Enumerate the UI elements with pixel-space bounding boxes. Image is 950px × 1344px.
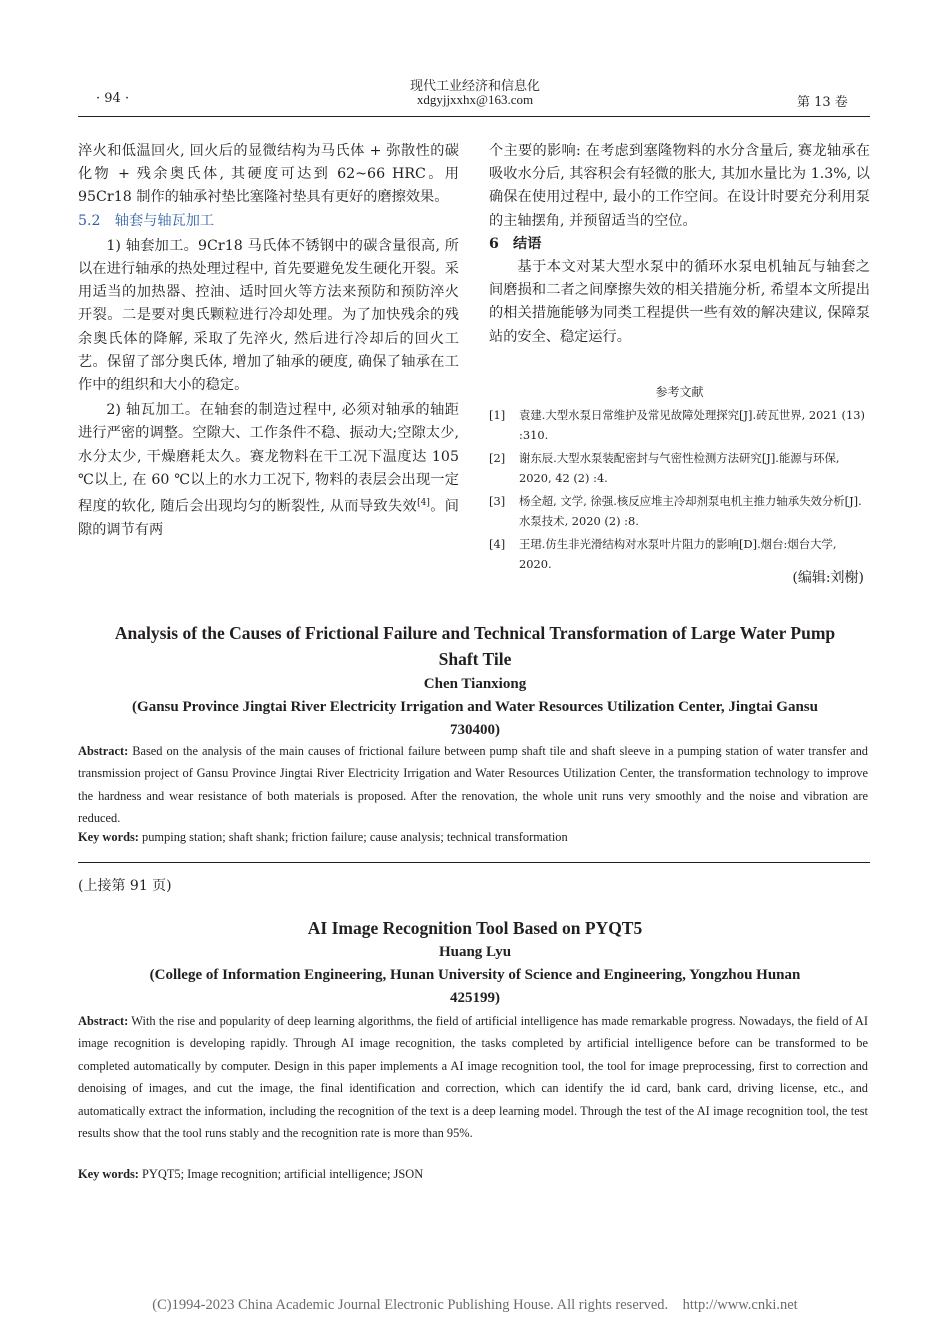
article1-title-line2: Shaft Tile — [438, 649, 512, 669]
article2-title: AI Image Recognition Tool Based on PYQT5 — [307, 918, 643, 938]
reference-number: [2] — [489, 451, 506, 465]
article1-affiliation-line1: (Gansu Province Jingtai River Electricity Irrigation and Water Resources Utilization Center, Jingtai Gansu — [132, 699, 818, 715]
journal-email: xdgyjjxxhx@163.com — [416, 92, 534, 107]
para-2-main: 2) 轴瓦加工。在轴套的制造过程中, 必须对轴承的轴距进行严密的调整。空隙大、工作条件不稳、振动大;空隙太少, 水分太少, 干燥磨耗太久。赛龙物料在干工况下温度达 105 ℃以上, 在 60 ℃以上的水力工况下, 物料的表层会出现一定程度的软化, 随后会出现均匀的断裂性, 从而导致失效 — [78, 402, 459, 515]
reference-text: 袁建.大型水泵日常维护及常见故障处理探究[J].砖瓦世界, 2021 (13) :310. — [519, 408, 865, 442]
continued-note: (上接第 91 页) — [78, 878, 172, 894]
reference-text: 王珺.仿生非光滑结构对水泵叶片阻力的影响[D].烟台:烟台大学, 2020. — [519, 537, 837, 571]
section-divider — [78, 862, 870, 863]
abstract-label: Abstract: — [78, 744, 129, 758]
editor-note: (编辑:刘榭) — [792, 570, 864, 586]
article2-affiliation-line1: (College of Information Engineering, Hunan University of Science and Engineering, Yongzhou Hunan — [149, 967, 801, 983]
section-6-heading: 6 结语 — [489, 235, 542, 252]
references-title: 参考文献 — [655, 385, 704, 399]
reference-number: [1] — [489, 408, 506, 422]
copyright-text: (C)1994-2023 China Academic Journal Electronic Publishing House. All rights reserved. — [152, 1297, 669, 1313]
article1-title-line1: Analysis of the Causes of Frictional Failure and Technical Transformation of Large Water Pump — [114, 623, 836, 643]
reference-item — [489, 448, 870, 488]
article2-keywords — [78, 1163, 868, 1185]
volume-label: 第 13 卷 — [797, 95, 848, 110]
keywords-text: PYQT5; Image recognition; artificial intelligence; JSON — [142, 1167, 424, 1181]
para-shaft-tile-processing — [78, 399, 459, 542]
article2-author: Huang Lyu — [438, 944, 512, 960]
keywords-label: Key words: — [78, 1167, 139, 1181]
article1-author: Chen Tianxiong — [423, 676, 527, 692]
reference-list — [489, 405, 870, 577]
article1-keywords — [78, 826, 868, 848]
para-intro: 淬火和低温回火, 回火后的显微结构为马氏体 + 弥散性的碳化物 + 残余奥氏体, 其硬度可达到 62~66 HRC。用95Cr18 制作的轴承衬垫比塞隆衬垫具有更好的磨擦效果。 — [78, 143, 459, 206]
reference-number: [4] — [489, 537, 506, 551]
article2-abstract — [78, 1010, 868, 1144]
reference-text: 杨全超, 文学, 徐强.核反应堆主冷却剂泵电机主推力轴承失效分析[J].水泵技术, 2020 (2) :8. — [519, 494, 862, 528]
cnki-url[interactable]: http://www.cnki.net — [682, 1297, 798, 1313]
reference-text: 谢东辰.大型水泵装配密封与气密性检测方法研究[J].能源与环保, 2020, 42 (2) :4. — [519, 451, 840, 485]
right-column — [489, 140, 870, 349]
para-conclusion: 基于本文对某大型水泵中的循环水泵电机轴瓦与轴套之间磨损和二者之间摩擦失效的相关措施分析, 希望本文所提出的相关措施能够为同类工程提供一些有效的解决建议, 保障泵站的安全、稳定运行。 — [489, 259, 870, 345]
left-column — [78, 140, 459, 542]
reference-number: [3] — [489, 494, 506, 508]
keywords-text: pumping station; shaft shank; friction failure; cause analysis; technical transformation — [142, 830, 568, 844]
page-number: · 94 · — [96, 91, 130, 106]
para-2-tail: 。间隙的调节有两 — [78, 498, 459, 538]
cnki-footer — [0, 1297, 950, 1314]
para-bushing-processing: 1) 轴套加工。9Cr18 马氏体不锈钢中的碳含量很高, 所以在进行轴承的热处理过程中, 首先要避免发生硬化开裂。采用适当的加热器、控油、适时回火等方法来预防和预防淬火开裂。二是要对奥氏颗粒进行冷却处理。为了加快残余的残余奥氏体的降解, 采取了先淬火, 然后进行冷却后的回火工艺。保留了部分奥氏体, 增加了轴承的硬度, 确保了轴承在工作中的组织和大小的稳定。 — [78, 237, 459, 394]
abstract-label: Abstract: — [78, 1014, 129, 1028]
header-rule — [78, 116, 870, 117]
section-5-2-heading: 5.2 轴套与轴瓦加工 — [78, 212, 215, 229]
reference-item — [489, 491, 870, 531]
article1-affiliation-line2: 730400) — [450, 722, 500, 738]
citation-4: [4] — [417, 498, 430, 509]
journal-name: 现代工业经济和信息化 — [409, 79, 540, 94]
article1-abstract — [78, 740, 868, 830]
para-continued: 个主要的影响: 在考虑到塞隆物料的水分含量后, 赛龙轴承在吸收水分后, 其容积会有轻微的胀大, 其加水量比为 1.3%, 以确保在使用过程中, 最小的工作空间。在设计时要充分利用泵的主轴摆角, 并预留适当的空位。 — [489, 143, 870, 229]
article2-affiliation-line2: 425199) — [450, 990, 500, 1006]
keywords-label: Key words: — [78, 830, 139, 844]
abstract-text: Based on the analysis of the main causes of frictional failure between pump shaft tile and shaft sleeve in a pumping station of water transfer and transmission project of Gansu Province Jingtai River Electricity Irrigation and Water Resources Utilization Center, the transformation technology to improve the hardness and wear resistance of both materials is proposed. After the renovation, the whole unit runs very smoothly and the noise and vibration are reduced. — [78, 744, 868, 826]
reference-item — [489, 405, 870, 445]
abstract-text: With the rise and popularity of deep learning algorithms, the field of artificial intelligence has made remarkable progress. Nowadays, the field of AI image recognition is developing rapidly. Through AI image recognition, the tasks completed by artificial intelligence before can be transformed to be completed automatically by computer. Design in this paper implements a AI image recognition tool, the tool for image preprocessing, first to correction and denoising of images, and cut the image, the final identification and correction, which can identify the id card, bank card, driving license, etc., and automatically extract the information, including the recognition of the text is a deep learning model. Through the test of the AI image recognition tool, the test results show that the tool runs stably and the recognition rate is more than 95%. — [78, 1014, 868, 1141]
